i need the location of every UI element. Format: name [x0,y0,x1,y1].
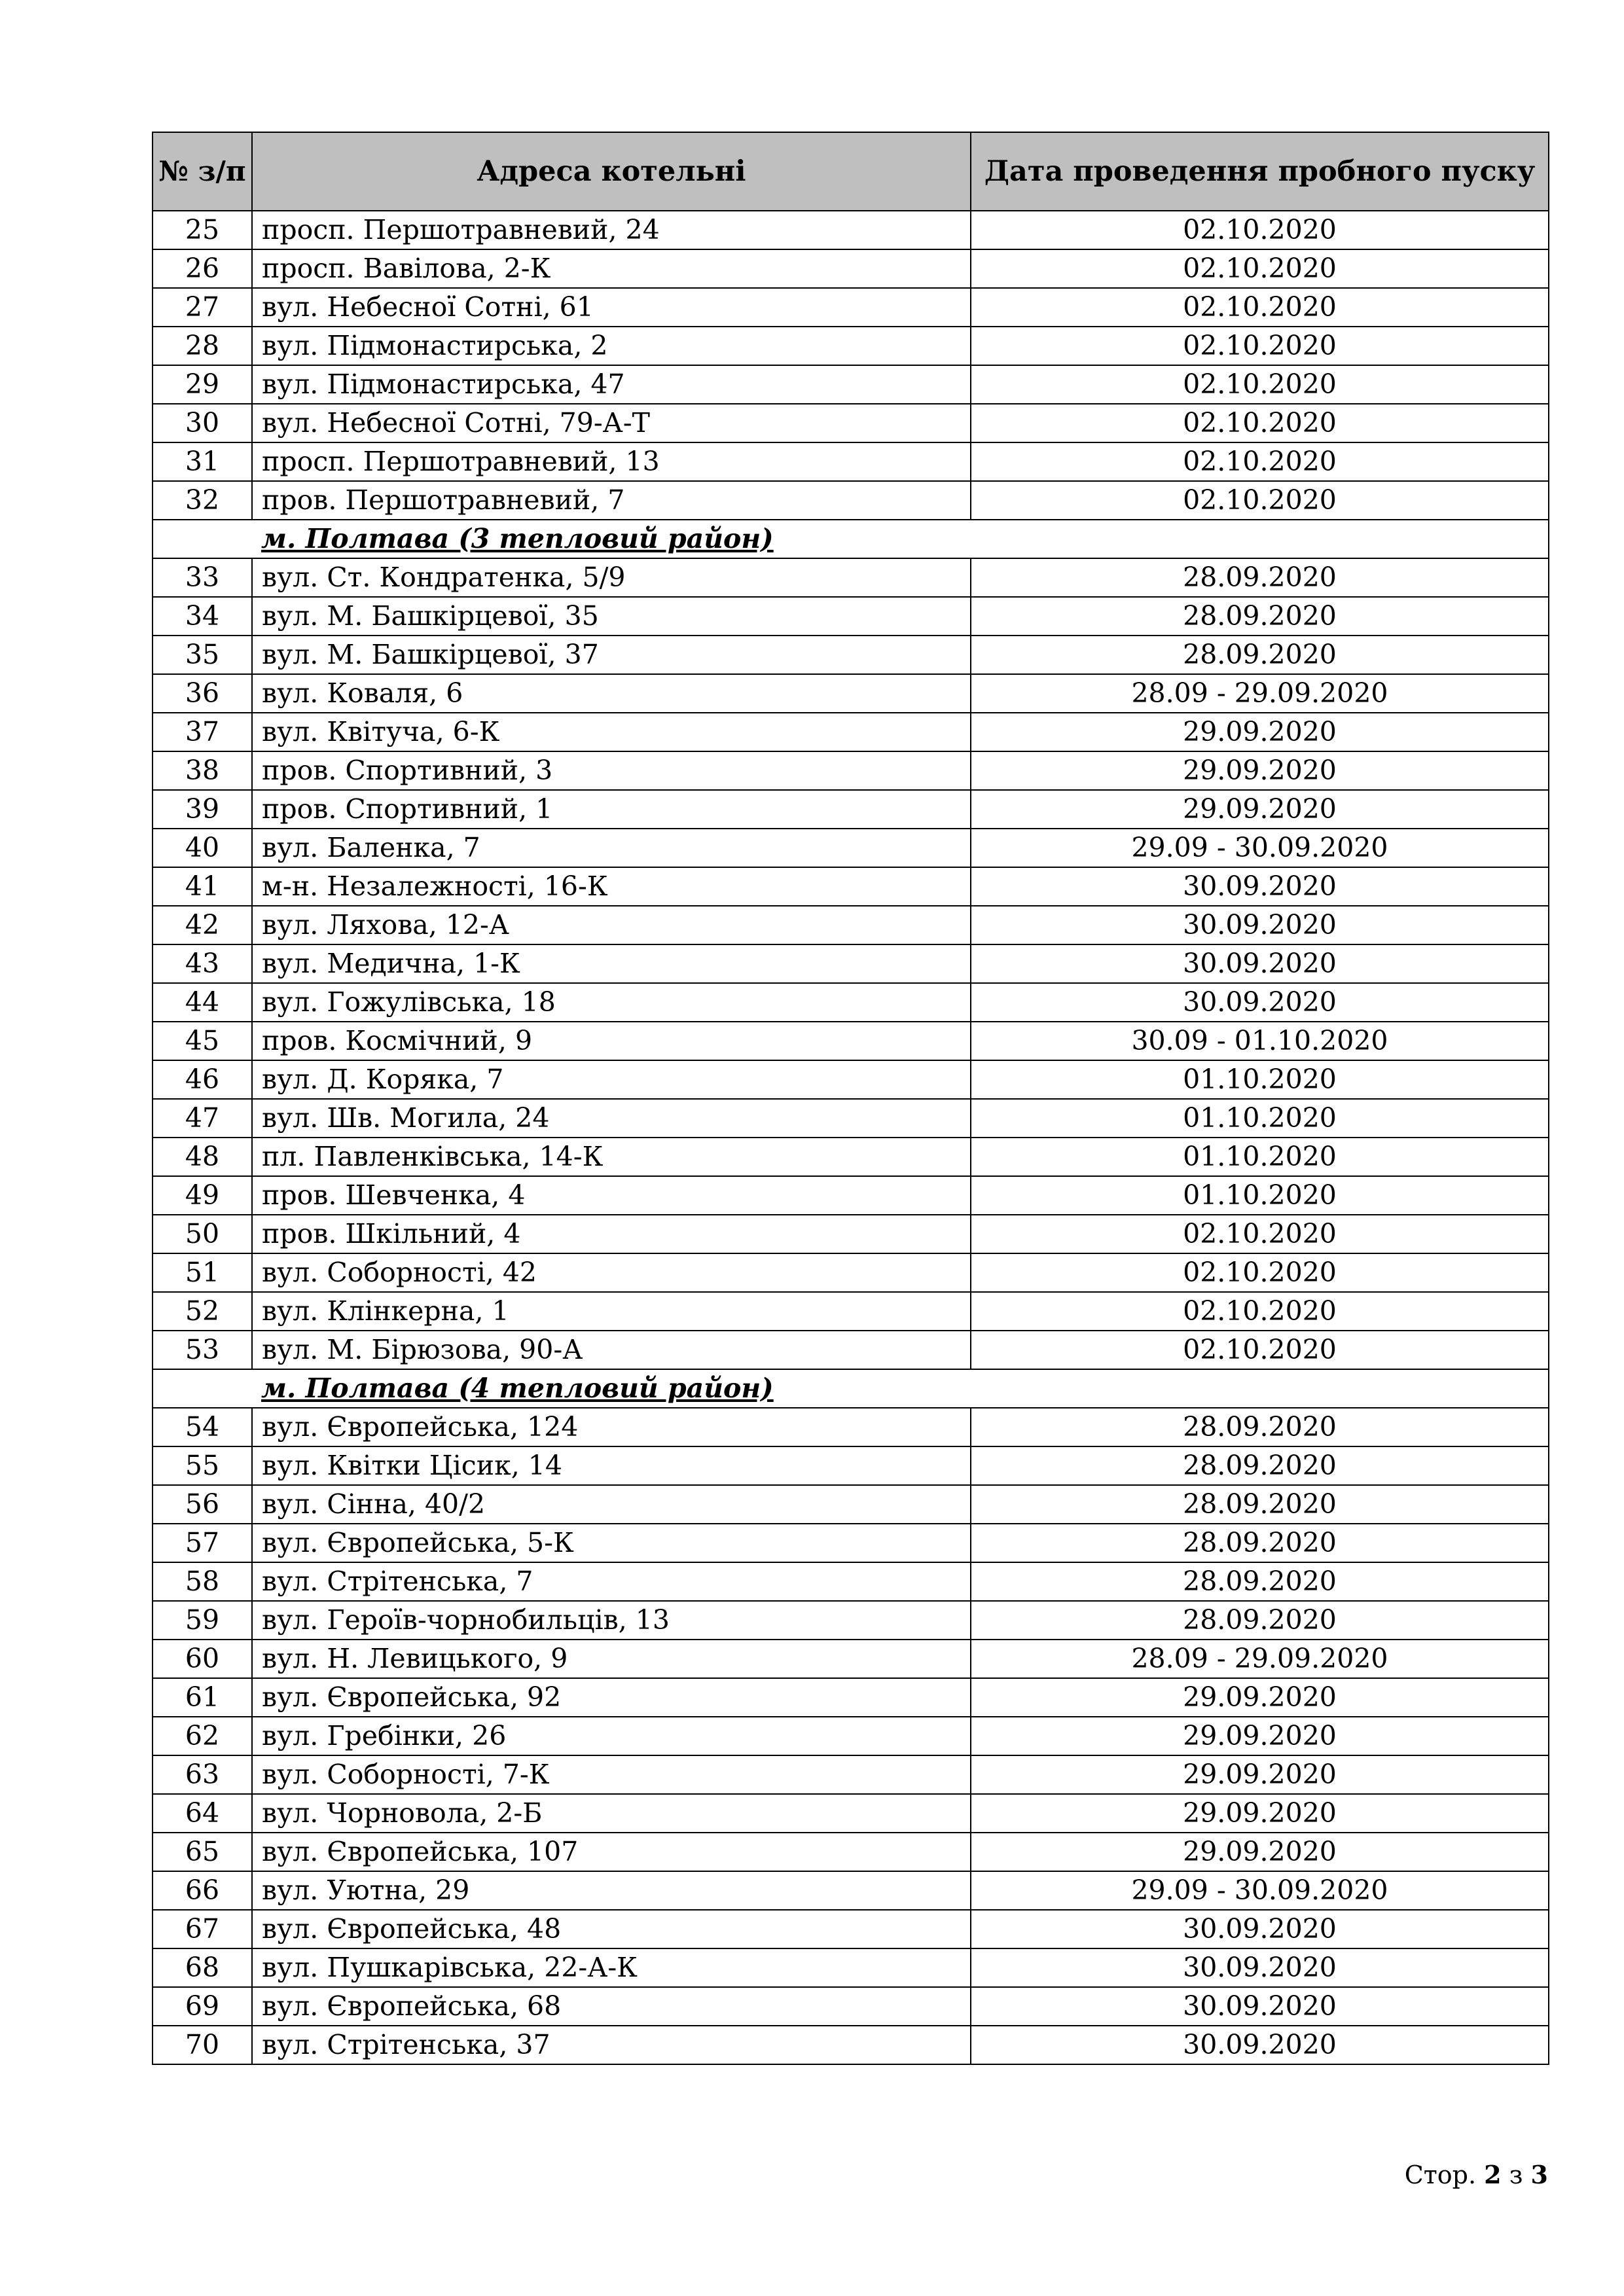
row-date: 28.09.2020 [971,1408,1549,1446]
row-number: 36 [153,674,252,713]
table-row [153,1176,1549,1215]
row-date: 29.09.2020 [971,1833,1549,1871]
row-number: 28 [153,327,252,365]
row-number: 55 [153,1446,252,1485]
row-number: 33 [153,558,252,597]
table-row [153,1331,1549,1369]
row-date: 02.10.2020 [971,288,1549,327]
section-title: м. Полтава (4 тепловий район) [252,1369,1549,1408]
table-row [153,365,1549,404]
page-of: з [1509,2161,1523,2189]
table-row [153,983,1549,1022]
row-address: вул. Європейська, 68 [252,1987,971,2026]
row-address: вул. Сінна, 40/2 [252,1485,971,1524]
table-row [153,1524,1549,1562]
row-address: вул. Героїв-чорнобильців, 13 [252,1601,971,1640]
table-row [153,636,1549,674]
row-number: 25 [153,211,252,249]
row-address: вул. Д. Коряка, 7 [252,1060,971,1099]
row-date: 29.09.2020 [971,1678,1549,1717]
current-page: 2 [1484,2160,1502,2189]
row-number: 57 [153,1524,252,1562]
row-address: вул. Ст. Кондратенка, 5/9 [252,558,971,597]
row-date: 02.10.2020 [971,327,1549,365]
table-row [153,1138,1549,1176]
row-number: 35 [153,636,252,674]
row-number: 47 [153,1099,252,1138]
row-number: 40 [153,829,252,867]
row-number: 58 [153,1562,252,1601]
row-date: 02.10.2020 [971,365,1549,404]
row-number: 63 [153,1755,252,1794]
table-row [153,1833,1549,1871]
table-row [153,1215,1549,1253]
table-row [153,558,1549,597]
table-row [153,2026,1549,2064]
row-date: 02.10.2020 [971,404,1549,442]
row-date: 01.10.2020 [971,1176,1549,1215]
total-pages: 3 [1530,2160,1548,2189]
row-address: вул. Клінкерна, 1 [252,1292,971,1331]
table-row [153,211,1549,249]
row-date: 29.09.2020 [971,790,1549,829]
row-number: 48 [153,1138,252,1176]
table-row [153,327,1549,365]
row-date: 02.10.2020 [971,481,1549,520]
row-date: 30.09.2020 [971,867,1549,906]
row-number: 51 [153,1253,252,1292]
row-date: 28.09.2020 [971,1601,1549,1640]
row-address: вул. Чорновола, 2-Б [252,1794,971,1833]
row-date: 30.09.2020 [971,944,1549,983]
page-number [1405,2160,1548,2189]
row-date: 02.10.2020 [971,1215,1549,1253]
table-row [153,674,1549,713]
row-address: вул. Європейська, 92 [252,1678,971,1717]
row-address: вул. Підмонастирська, 2 [252,327,971,365]
row-address: вул. Європейська, 107 [252,1833,971,1871]
table-row [153,829,1549,867]
row-address: вул. Баленка, 7 [252,829,971,867]
table-row [153,249,1549,288]
row-date: 02.10.2020 [971,1292,1549,1331]
row-address: вул. М. Башкірцевої, 37 [252,636,971,674]
row-address: вул. Ляхова, 12-А [252,906,971,944]
row-number: 61 [153,1678,252,1717]
row-number: 34 [153,597,252,636]
row-address: вул. Гожулівська, 18 [252,983,971,1022]
row-date: 28.09.2020 [971,1562,1549,1601]
row-address: вул. Небесної Сотні, 61 [252,288,971,327]
table-row [153,481,1549,520]
row-date: 28.09.2020 [971,1446,1549,1485]
header-address: Адреса котельні [252,132,971,211]
row-date: 30.09.2020 [971,1948,1549,1987]
row-date: 01.10.2020 [971,1099,1549,1138]
table-row [153,713,1549,751]
row-address: вул. М. Башкірцевої, 35 [252,597,971,636]
row-address: пров. Космічний, 9 [252,1022,971,1060]
row-address: пл. Павленківська, 14-К [252,1138,971,1176]
header-date: Дата проведення пробного пуску [971,132,1549,211]
row-date: 30.09.2020 [971,983,1549,1022]
row-address: вул. Стрітенська, 37 [252,2026,971,2064]
row-date: 29.09 - 30.09.2020 [971,829,1549,867]
row-date: 29.09.2020 [971,1755,1549,1794]
row-date: 28.09.2020 [971,1485,1549,1524]
table-row [153,1871,1549,1910]
row-address: вул. Квітки Цісик, 14 [252,1446,971,1485]
row-number: 49 [153,1176,252,1215]
row-number: 68 [153,1948,252,1987]
table-row [153,1446,1549,1485]
table-row [153,1060,1549,1099]
section-title: м. Полтава (3 тепловий район) [252,520,1549,558]
row-date: 28.09 - 29.09.2020 [971,674,1549,713]
table-row [153,1022,1549,1060]
table-row [153,1253,1549,1292]
row-number: 52 [153,1292,252,1331]
row-date: 30.09.2020 [971,1987,1549,2026]
section-row [153,1369,1549,1408]
row-address: пров. Першотравневий, 7 [252,481,971,520]
row-number: 44 [153,983,252,1022]
table-row [153,442,1549,481]
row-date: 30.09.2020 [971,2026,1549,2064]
table-row [153,1794,1549,1833]
row-address: вул. Пушкарівська, 22-А-К [252,1948,971,1987]
row-number: 66 [153,1871,252,1910]
row-date: 01.10.2020 [971,1138,1549,1176]
row-date: 29.09.2020 [971,1717,1549,1755]
row-address: вул. Соборності, 42 [252,1253,971,1292]
table-row [153,597,1549,636]
row-date: 29.09.2020 [971,713,1549,751]
section-number-cell [153,520,252,558]
table-row [153,1987,1549,2026]
row-number: 62 [153,1717,252,1755]
row-address: вул. Шв. Могила, 24 [252,1099,971,1138]
row-address: вул. Європейська, 5-К [252,1524,971,1562]
row-date: 30.09.2020 [971,1910,1549,1948]
row-number: 37 [153,713,252,751]
row-address: вул. Медична, 1-К [252,944,971,983]
row-date: 02.10.2020 [971,442,1549,481]
table-row [153,790,1549,829]
row-date: 30.09.2020 [971,906,1549,944]
section-number-cell [153,1369,252,1408]
row-number: 26 [153,249,252,288]
row-address: вул. Гребінки, 26 [252,1717,971,1755]
row-date: 30.09 - 01.10.2020 [971,1022,1549,1060]
row-address: вул. М. Бірюзова, 90-А [252,1331,971,1369]
row-number: 70 [153,2026,252,2064]
row-number: 29 [153,365,252,404]
row-date: 28.09.2020 [971,597,1549,636]
row-number: 31 [153,442,252,481]
table-row [153,1099,1549,1138]
row-number: 65 [153,1833,252,1871]
row-address: вул. Квітуча, 6-К [252,713,971,751]
table-row [153,1948,1549,1987]
row-address: вул. Соборності, 7-К [252,1755,971,1794]
row-address: вул. Підмонастирська, 47 [252,365,971,404]
table-row [153,1485,1549,1524]
boiler-schedule-table [152,132,1549,2065]
row-date: 02.10.2020 [971,1331,1549,1369]
row-number: 38 [153,751,252,790]
table-row [153,1562,1549,1601]
row-date: 01.10.2020 [971,1060,1549,1099]
row-address: вул. Європейська, 48 [252,1910,971,1948]
row-number: 43 [153,944,252,983]
table-row [153,751,1549,790]
row-number: 53 [153,1331,252,1369]
row-address: пров. Спортивний, 1 [252,790,971,829]
row-date: 29.09.2020 [971,751,1549,790]
row-address: пров. Шевченка, 4 [252,1176,971,1215]
row-address: пров. Спортивний, 3 [252,751,971,790]
row-number: 46 [153,1060,252,1099]
table-row [153,1755,1549,1794]
table-row [153,1678,1549,1717]
row-address: просп. Першотравневий, 13 [252,442,971,481]
row-date: 28.09.2020 [971,1524,1549,1562]
row-date: 02.10.2020 [971,1253,1549,1292]
table-row [153,404,1549,442]
table-row [153,288,1549,327]
row-date: 28.09.2020 [971,558,1549,597]
row-date: 02.10.2020 [971,249,1549,288]
row-number: 27 [153,288,252,327]
row-date: 29.09.2020 [971,1794,1549,1833]
row-number: 32 [153,481,252,520]
row-number: 39 [153,790,252,829]
row-address: м-н. Незалежності, 16-К [252,867,971,906]
row-number: 30 [153,404,252,442]
row-number: 59 [153,1601,252,1640]
table-row [153,1640,1549,1678]
table-body [153,211,1549,2064]
table-row [153,867,1549,906]
row-number: 54 [153,1408,252,1446]
table-row [153,1408,1549,1446]
row-number: 64 [153,1794,252,1833]
row-date: 28.09 - 29.09.2020 [971,1640,1549,1678]
row-address: вул. Європейська, 124 [252,1408,971,1446]
row-address: просп. Першотравневий, 24 [252,211,971,249]
row-address: вул. Коваля, 6 [252,674,971,713]
row-number: 69 [153,1987,252,2026]
row-number: 56 [153,1485,252,1524]
row-address: вул. Стрітенська, 7 [252,1562,971,1601]
page-prefix: Стор. [1404,2161,1477,2189]
row-address: вул. Уютна, 29 [252,1871,971,1910]
row-date: 28.09.2020 [971,636,1549,674]
table-row [153,944,1549,983]
row-number: 50 [153,1215,252,1253]
table-row [153,906,1549,944]
table-row [153,1601,1549,1640]
row-date: 29.09 - 30.09.2020 [971,1871,1549,1910]
header-number: № з/п [153,132,252,211]
row-address: вул. Н. Левицького, 9 [252,1640,971,1678]
table-row [153,1910,1549,1948]
row-number: 41 [153,867,252,906]
table-header-row [153,132,1549,211]
row-number: 67 [153,1910,252,1948]
table-row [153,1292,1549,1331]
row-address: просп. Вавілова, 2-К [252,249,971,288]
row-number: 42 [153,906,252,944]
row-number: 45 [153,1022,252,1060]
row-address: пров. Шкільний, 4 [252,1215,971,1253]
row-address: вул. Небесної Сотні, 79-А-Т [252,404,971,442]
row-number: 60 [153,1640,252,1678]
section-row [153,520,1549,558]
row-date: 02.10.2020 [971,211,1549,249]
table-row [153,1717,1549,1755]
